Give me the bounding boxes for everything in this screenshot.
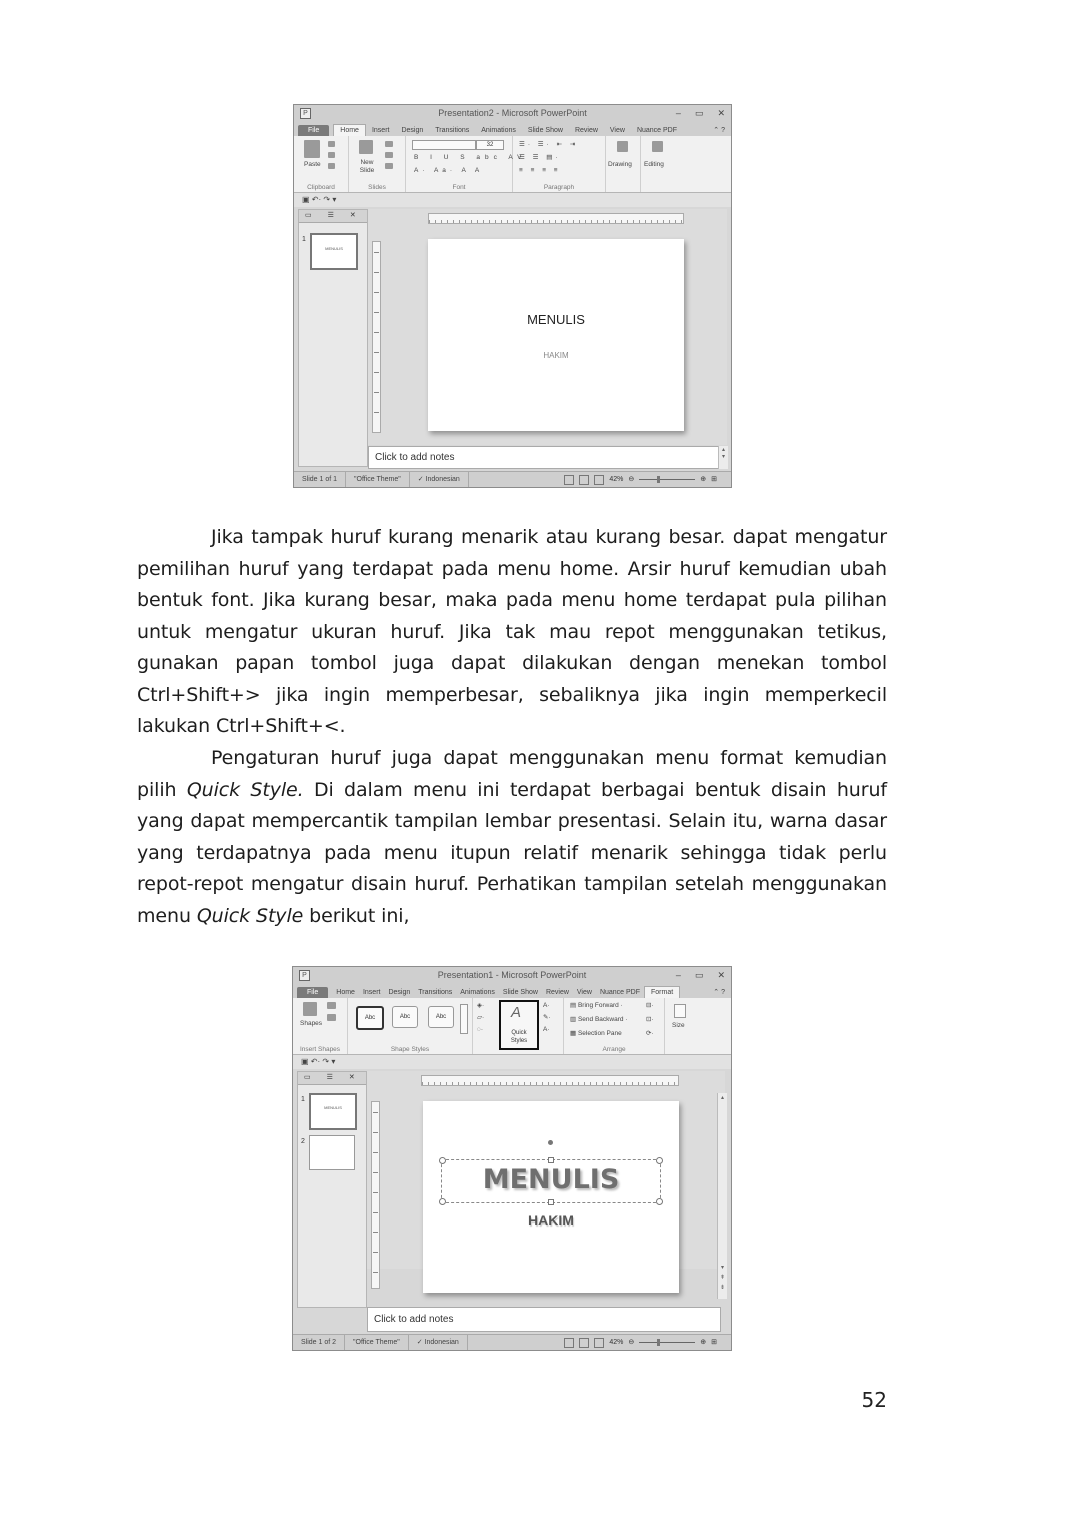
- powerpoint-screenshot-format: [292, 966, 732, 1351]
- ruler-ticks: [429, 214, 683, 223]
- indent-buttons[interactable]: ☰ ☰ ▤·: [519, 154, 561, 161]
- group-editing: [641, 136, 675, 192]
- selection-pane-button[interactable]: [570, 1030, 622, 1038]
- font-format-buttons[interactable]: B I U S abc AV: [414, 154, 527, 161]
- zoom-slider-thumb[interactable]: [657, 1339, 660, 1346]
- tab-home[interactable]: Home: [333, 124, 366, 136]
- maximize-icon[interactable]: ▭: [694, 970, 704, 980]
- close-pane-icon[interactable]: ✕: [348, 1074, 355, 1081]
- group-font: [406, 136, 527, 192]
- bring-forward-button[interactable]: ▤ Bring Forward ·: [570, 1002, 623, 1009]
- tab-nuance-pdf[interactable]: Nuance PDF: [599, 989, 641, 996]
- resize-handle-s[interactable]: [548, 1199, 554, 1205]
- shape-fill-icon[interactable]: ◈·: [477, 1002, 485, 1009]
- group-label-shape-styles: Shape Styles: [390, 1046, 430, 1053]
- thumb-number: 1: [302, 236, 306, 243]
- drawing-button-label[interactable]: Drawing: [608, 161, 632, 168]
- font-size-dropdown[interactable]: 32: [476, 140, 504, 150]
- pane-tabs: [299, 210, 367, 223]
- font-name-dropdown[interactable]: [412, 140, 476, 150]
- slides-tab-icon[interactable]: ▭: [305, 212, 312, 219]
- window-title: Presentation2 - Microsoft PowerPoint: [438, 108, 587, 118]
- slide-thumbnail-2[interactable]: [309, 1135, 355, 1170]
- tab-nuance-pdf[interactable]: Nuance PDF: [636, 127, 678, 134]
- group-wordart: [473, 998, 564, 1054]
- slide-thumbnail-1[interactable]: [309, 1093, 357, 1130]
- text-box-icon[interactable]: [327, 1014, 336, 1021]
- slide-subtitle[interactable]: HAKIM: [543, 351, 569, 360]
- paste-button-label[interactable]: Paste: [304, 161, 321, 168]
- vertical-ruler: [371, 1101, 380, 1289]
- zoom-level[interactable]: 42%: [609, 476, 624, 483]
- tab-format[interactable]: Format: [644, 986, 680, 998]
- notes-pane[interactable]: [368, 446, 723, 469]
- rotate-handle[interactable]: [548, 1140, 553, 1145]
- tab-transitions[interactable]: Transitions: [435, 127, 470, 134]
- font-size-buttons[interactable]: A· Aa· A A: [414, 167, 484, 174]
- group-objects-icon[interactable]: ⊡·: [646, 1016, 654, 1023]
- slide-counter: Slide 1 of 2: [293, 1335, 345, 1350]
- slide-counter: Slide 1 of 1: [294, 472, 346, 487]
- minimize-icon[interactable]: –: [675, 970, 681, 980]
- tab-slide-show[interactable]: Slide Show: [527, 127, 563, 134]
- group-clipboard: [294, 136, 349, 192]
- powerpoint-screenshot-home: [293, 104, 732, 488]
- quick-styles-icon: A: [511, 1004, 522, 1021]
- pane-tabs: [298, 1072, 366, 1085]
- maximize-icon[interactable]: ▭: [694, 108, 704, 118]
- slides-pane: [297, 1071, 367, 1308]
- window-title: Presentation1 - Microsoft PowerPoint: [437, 970, 587, 980]
- slide-scrollbar[interactable]: ▴ ▾ ⇞ ⇟: [717, 1093, 727, 1299]
- slide-title[interactable]: MENULIS: [482, 1164, 620, 1195]
- powerpoint-app-icon: P: [300, 108, 311, 119]
- horizontal-ruler: [421, 1075, 679, 1086]
- help-icon[interactable]: ⌃ ?: [713, 989, 725, 996]
- tab-review[interactable]: Review: [574, 127, 598, 134]
- undo-icon[interactable]: ↶·: [311, 195, 322, 204]
- zoom-out-icon[interactable]: ⊖: [628, 1339, 635, 1346]
- zoom-out-icon[interactable]: ⊖: [628, 476, 635, 483]
- tab-transitions[interactable]: Transitions: [418, 989, 453, 996]
- customize-qat-icon[interactable]: ▾: [332, 195, 337, 204]
- tab-insert[interactable]: Insert: [362, 989, 381, 996]
- close-icon[interactable]: ✕: [717, 970, 725, 980]
- zoom-controls: [564, 472, 731, 487]
- normal-view-icon[interactable]: [564, 1338, 574, 1348]
- send-backward-icon: ▥: [570, 1016, 578, 1023]
- resize-handle-sw[interactable]: [439, 1198, 446, 1205]
- tab-home[interactable]: Home: [336, 989, 355, 996]
- page-number: 52: [861, 1388, 887, 1412]
- outline-tab-icon[interactable]: ☰: [326, 1074, 333, 1081]
- horizontal-ruler: [428, 213, 684, 224]
- slide-title[interactable]: MENULIS: [527, 312, 585, 327]
- zoom-slider-thumb[interactable]: [657, 476, 660, 483]
- outline-tab-icon[interactable]: ☰: [327, 212, 334, 219]
- slide-thumbnail[interactable]: [310, 233, 358, 270]
- size-button-label[interactable]: Size: [672, 1022, 685, 1029]
- shape-styles-more-button[interactable]: [460, 1004, 468, 1034]
- status-bar: [293, 1334, 731, 1350]
- group-slides: [349, 136, 406, 192]
- group-drawing: [606, 136, 641, 192]
- spellcheck-icon[interactable]: ✓: [417, 476, 426, 483]
- tab-design[interactable]: Design: [401, 127, 424, 134]
- zoom-level[interactable]: 42%: [609, 1339, 624, 1346]
- quick-style-emphasis-1: Quick Style.: [186, 778, 304, 801]
- language-status: [409, 1335, 468, 1350]
- ribbon-home: [294, 136, 731, 193]
- slide-editing-area: [367, 1071, 725, 1269]
- send-backward-button[interactable]: ▥ Send Backward ·: [570, 1016, 628, 1023]
- tab-slide-show[interactable]: Slide Show: [502, 989, 538, 996]
- tab-review[interactable]: Review: [545, 989, 569, 996]
- tab-insert[interactable]: Insert: [371, 127, 390, 134]
- slide-sorter-icon[interactable]: [579, 475, 589, 485]
- vertical-ruler: [372, 241, 381, 433]
- normal-view-icon[interactable]: [564, 475, 574, 485]
- fit-window-icon[interactable]: ⊞: [711, 476, 717, 483]
- rotate-icon[interactable]: ⟳·: [646, 1030, 654, 1037]
- fit-window-icon[interactable]: ⊞: [711, 1339, 717, 1346]
- group-label-font: Font: [452, 184, 466, 191]
- zoom-in-icon[interactable]: ⊕: [700, 476, 707, 483]
- quick-style-emphasis-2: Quick Style: [196, 904, 304, 927]
- tab-view[interactable]: View: [576, 989, 592, 996]
- resize-handle-se[interactable]: [656, 1198, 663, 1205]
- quick-styles-label: Quick Styles: [510, 1030, 528, 1044]
- shape-style-3[interactable]: Abc: [428, 1006, 454, 1028]
- tab-animations[interactable]: Animations: [460, 989, 495, 996]
- send-backward-label: Send Backward: [577, 1016, 624, 1023]
- zoom-in-icon[interactable]: ⊕: [700, 1339, 707, 1346]
- slide-canvas[interactable]: [423, 1101, 679, 1293]
- theme-name: "Office Theme": [345, 1335, 409, 1350]
- size-icon[interactable]: [674, 1004, 686, 1018]
- selection-pane-label: Selection Pane: [577, 1030, 622, 1037]
- notes-placeholder: Click to add notes: [374, 1314, 454, 1325]
- spellcheck-icon[interactable]: ✓: [416, 1339, 425, 1346]
- redo-icon[interactable]: ↷: [322, 1057, 330, 1066]
- shape-style-1[interactable]: Abc: [356, 1006, 384, 1030]
- text-fill-icon[interactable]: A·: [543, 1002, 550, 1009]
- help-icon[interactable]: ⌃ ?: [713, 127, 725, 134]
- slides-pane: [298, 209, 368, 467]
- thumb-number-1: 1: [301, 1096, 305, 1103]
- language-label: Indonesian: [424, 1339, 459, 1346]
- quick-access-toolbar: [293, 1055, 731, 1069]
- reading-view-icon[interactable]: [594, 1338, 604, 1348]
- save-icon[interactable]: ▣: [302, 195, 310, 204]
- shapes-button-label[interactable]: Shapes: [300, 1020, 323, 1027]
- slide-subtitle[interactable]: HAKIM: [528, 1212, 574, 1228]
- zoom-controls: [564, 1335, 731, 1350]
- paragraph-2-text-b: Di dalam menu ini terdapat berbagai bentuk disain huruf yang dapat mempercantik tampilan lembar presentasi. Selain itu, warna dasar yang terdapatnya pada menu itupun relatif menarik sehingga tidak perlu repot-repot mengatur disain huruf. Perhatikan tampilan setelah menggunakan menu: [137, 778, 887, 927]
- customize-qat-icon[interactable]: ▾: [331, 1057, 336, 1066]
- thumb-number-2: 2: [301, 1138, 305, 1145]
- drawing-icon[interactable]: [617, 141, 628, 152]
- text-effects-icon[interactable]: A·: [543, 1026, 550, 1033]
- close-pane-icon[interactable]: ✕: [349, 212, 356, 219]
- window-controls: [676, 967, 725, 983]
- slide-editing-area: [368, 209, 727, 445]
- new-slide-icon[interactable]: [359, 140, 373, 154]
- tab-design[interactable]: Design: [388, 989, 411, 996]
- save-icon[interactable]: ▣: [301, 1057, 309, 1066]
- minimize-icon[interactable]: –: [675, 108, 681, 118]
- resize-handle-nw[interactable]: [439, 1157, 446, 1164]
- zoom-slider[interactable]: [639, 1342, 695, 1343]
- section-icon[interactable]: [385, 163, 393, 169]
- paragraph-1: Jika tampak huruf kurang menarik atau kurang besar. dapat mengatur pemilihan huruf yang terdapat pada menu home. Arsir huruf kemudian ubah bentuk font. Jika kurang besar, maka pada menu home terdapat pula pilihan untuk mengatur ukuran huruf. Jika tak mau repot menggunakan tetikus, gunakan papan tombol juga dapat dilakukan dengan menekan tombol Ctrl+Shift+> jika ingin memperbesar, sebaliknya jika ingin memperkecil lakukan Ctrl+Shift+<.: [137, 526, 887, 737]
- shapes-icon[interactable]: [303, 1002, 317, 1016]
- zoom-slider[interactable]: [639, 479, 695, 480]
- powerpoint-app-icon: P: [299, 970, 310, 981]
- shape-outline-icon[interactable]: ▱·: [477, 1014, 485, 1021]
- language-status: [410, 472, 469, 487]
- bring-forward-label: Bring Forward: [577, 1002, 619, 1009]
- slide-canvas[interactable]: [428, 239, 684, 431]
- theme-name: "Office Theme": [346, 472, 410, 487]
- ribbon-tabs: [293, 983, 731, 998]
- copy-icon[interactable]: [328, 152, 335, 158]
- cut-icon[interactable]: [328, 141, 335, 147]
- notes-pane[interactable]: [367, 1307, 721, 1332]
- group-paragraph: [513, 136, 606, 192]
- reset-icon[interactable]: [385, 152, 393, 158]
- reading-view-icon[interactable]: [594, 475, 604, 485]
- list-buttons[interactable]: ☰· ☰· ⇤ ⇥: [519, 141, 579, 148]
- paragraph-2-text-c: berikut ini,: [303, 904, 410, 927]
- new-slide-button-label[interactable]: New Slide: [359, 159, 375, 174]
- thumb-title: MENULIS: [324, 1105, 342, 1110]
- slide-sorter-icon[interactable]: [579, 1338, 589, 1348]
- binoculars-icon[interactable]: [652, 141, 663, 152]
- paragraph-2-text-a: Pengaturan huruf juga dapat menggunakan menu format kemudian pilih: [137, 747, 887, 801]
- thumb-title: MENULIS: [325, 246, 343, 251]
- undo-icon[interactable]: ↶·: [310, 1057, 321, 1066]
- notes-placeholder: Click to add notes: [375, 452, 455, 463]
- ribbon-tabs: [294, 121, 731, 136]
- format-painter-icon[interactable]: [328, 163, 335, 169]
- group-label-clipboard: Clipboard: [307, 184, 335, 191]
- slides-tab-icon[interactable]: ▭: [304, 1074, 311, 1081]
- layout-icon[interactable]: [385, 141, 393, 147]
- title-bar: [293, 967, 731, 983]
- tab-view[interactable]: View: [609, 127, 625, 134]
- paragraph-2: [137, 743, 887, 932]
- edit-shape-icon[interactable]: [327, 1002, 336, 1009]
- shape-style-2[interactable]: Abc: [392, 1006, 418, 1028]
- quick-styles-button[interactable]: [499, 1000, 539, 1050]
- group-label-paragraph: Paragraph: [543, 184, 575, 191]
- group-arrange: [564, 998, 665, 1054]
- bring-forward-icon: ▤: [570, 1002, 578, 1009]
- title-placeholder-selected[interactable]: [441, 1159, 661, 1203]
- group-label-slides: Slides: [368, 184, 386, 191]
- group-label-arrange: Arrange: [602, 1046, 626, 1053]
- selection-pane-icon: ▦: [570, 1030, 578, 1037]
- paste-icon[interactable]: [304, 140, 320, 158]
- align-icon[interactable]: ⊟·: [646, 1002, 654, 1009]
- tab-animations[interactable]: Animations: [481, 127, 516, 134]
- shape-effects-icon[interactable]: ◌·: [477, 1026, 484, 1033]
- tab-file[interactable]: File: [298, 125, 329, 136]
- close-icon[interactable]: ✕: [717, 108, 725, 118]
- language-label: Indonesian: [425, 476, 460, 483]
- editing-button-label[interactable]: Editing: [644, 161, 664, 168]
- quick-access-toolbar: [294, 193, 731, 207]
- window-controls: [676, 105, 725, 121]
- ruler-ticks: [422, 1076, 678, 1085]
- resize-handle-ne[interactable]: [656, 1157, 663, 1164]
- group-size: [665, 998, 695, 1054]
- align-buttons[interactable]: ≡ ≡ ≡ ≡: [519, 167, 561, 174]
- notes-scrollbar[interactable]: ▴ ▾: [718, 446, 728, 469]
- status-bar: [294, 471, 731, 487]
- resize-handle-n[interactable]: [548, 1157, 554, 1163]
- redo-icon[interactable]: ↷: [323, 195, 331, 204]
- tab-file[interactable]: File: [297, 987, 328, 998]
- group-insert-shapes: [293, 998, 348, 1054]
- group-shape-styles: [348, 998, 473, 1054]
- ribbon-format: [293, 998, 731, 1055]
- title-bar: [294, 105, 731, 121]
- group-label-insert-shapes: Insert Shapes: [299, 1046, 341, 1053]
- text-outline-icon[interactable]: ✎·: [543, 1014, 551, 1021]
